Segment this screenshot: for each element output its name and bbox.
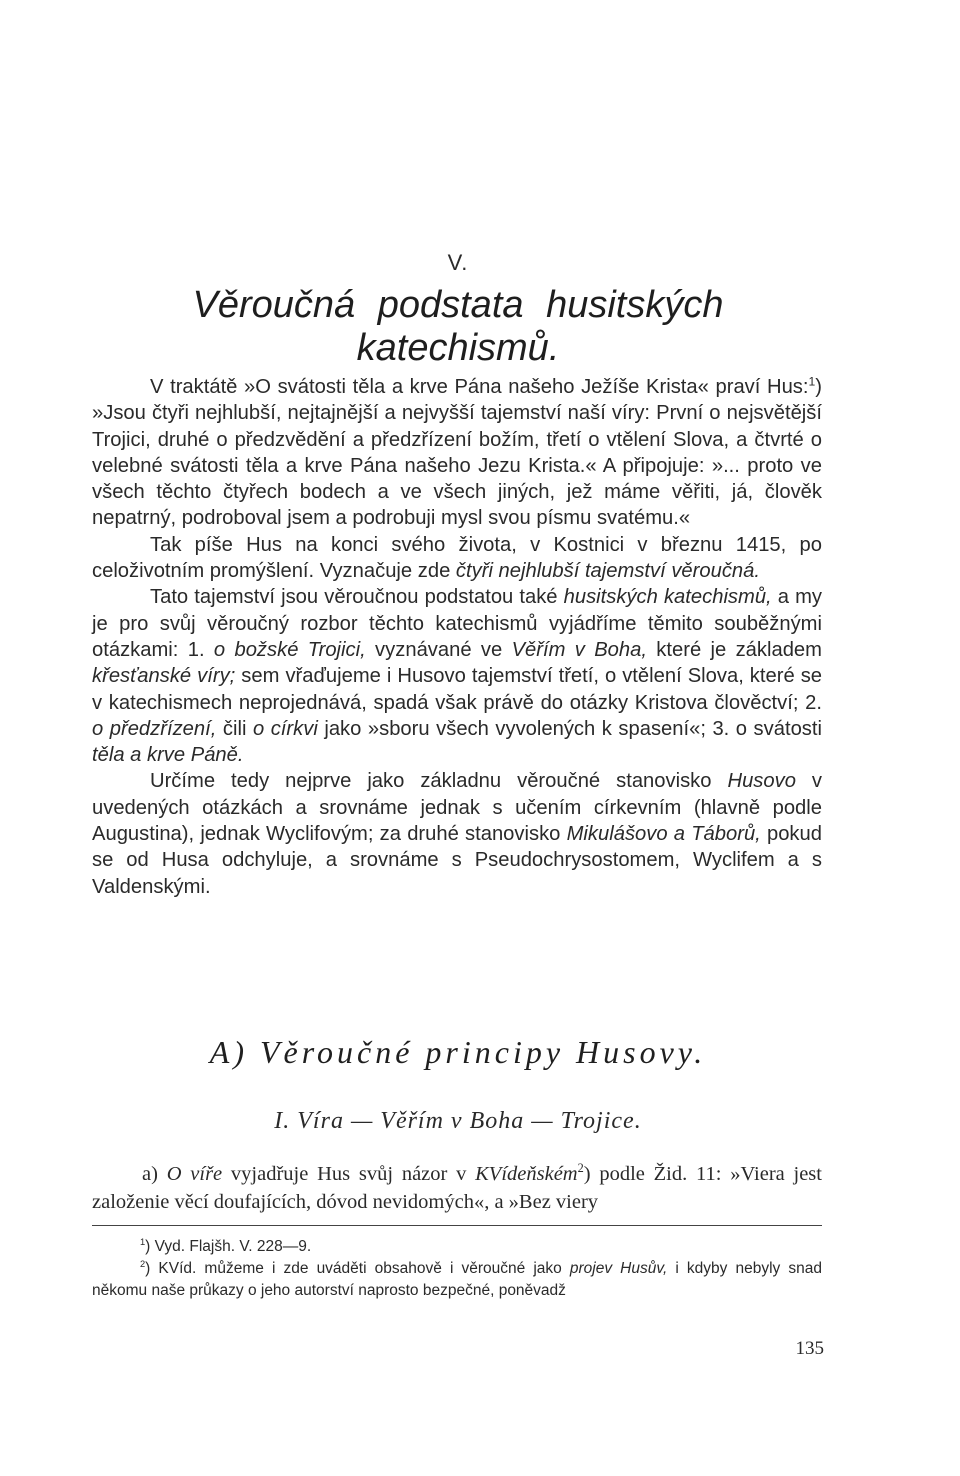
emphasis: o církvi <box>252 717 318 740</box>
text-run: ) KVíd. můžeme i zde uváděti obsahově i věroučné jako <box>145 1260 570 1277</box>
footnote-divider <box>92 1225 822 1226</box>
text-run: ) Vyd. Flajšh. V. 228—9. <box>145 1238 312 1255</box>
subsection-heading-i: I. Víra — Věřím v Boha — Trojice. <box>274 1108 642 1134</box>
emphasis: KVídeňském <box>475 1163 578 1185</box>
text-run: které je základem <box>646 638 822 661</box>
text-run: sem vřaďujeme i Husovo tajemství třetí, o vtělení Slova, které se v katechismech neprojednává, spadá však právě do otázky Kristova člověctví; 2. <box>92 665 823 714</box>
footnote-marker: 2 <box>577 1161 584 1176</box>
text-run: pokud se od Husa odchyluje, a srovnáme s Pseudochrysostomem, Wyclifem a s Valdenskými. <box>92 823 822 898</box>
emphasis: Věřím v Boha, <box>511 638 647 661</box>
text-run: jako »sboru všech vyvolených k spasení«; 3. o svátosti <box>317 717 822 740</box>
emphasis: projev Husův, <box>569 1260 668 1277</box>
paragraph-2 <box>92 532 822 585</box>
body-text <box>92 374 822 900</box>
text-run: vyznávané ve <box>365 638 512 661</box>
text-run: ) »Jsou čtyři nejhlubší, nejtajnější a nejvyšší tajemství naší víry: První o nejsvětější Trojici, druhé o předzvědění a předzřízení božím, třetí o vtělení Slova, a čtvrté o velebné svátosti těla a krve Pána našeho Jezu Krista.« A připojuje: »... proto ve všech těchto čtyřech bodech a ve všech jiných, jež máme věřiti, já, člověk nepatrný, podroboval jsem a podrobuji mysl svou písmu svatému.« <box>92 376 822 530</box>
paragraph-3 <box>92 584 822 768</box>
emphasis: Husovo <box>727 770 796 793</box>
text-run: a) <box>142 1163 167 1185</box>
emphasis: O víře <box>166 1163 223 1185</box>
text-run: Tak píše Hus na konci svého života, v Kostnici v březnu 1415, po celoživotním promýšlení. Vyznačuje zde <box>92 533 822 583</box>
text-run: V traktátě »O svátosti těla a krve Pána našeho Ježíše Krista« praví Hus: <box>150 376 809 398</box>
footnote-marker: 1 <box>808 374 816 389</box>
paragraph-a-text <box>92 1160 822 1216</box>
section-heading-a: A) Věroučné principy Husovy. <box>209 1034 707 1070</box>
footnote-marker: 1 <box>140 1236 146 1247</box>
emphasis: husitských katechismů, <box>563 586 772 609</box>
page-number: 135 <box>795 1338 824 1359</box>
emphasis: o božské Trojici, <box>213 638 366 661</box>
emphasis: o předzřízení, <box>92 717 217 740</box>
paragraph-4 <box>92 768 822 899</box>
text-run: čili <box>216 717 253 740</box>
footnote-1 <box>92 1236 822 1258</box>
footnotes <box>92 1236 822 1302</box>
emphasis: křesťanské víry; <box>92 665 236 688</box>
footnote-marker: 2 <box>140 1258 146 1269</box>
emphasis: těla a krve Páně. <box>92 744 244 767</box>
text-run: ) podle Žid. 11: »Viera jest založenie věcí doufajících, dóvod nevidomých«, a »Bez viery <box>92 1163 822 1213</box>
emphasis: čtyři nejhlubší tajemství věroučná. <box>455 560 760 583</box>
footnote-2 <box>92 1258 822 1302</box>
text-run: Určíme tedy nejprve jako základnu věroučné stanovisko <box>150 770 728 793</box>
text-run: i kdyby nebyly snad někomu naše průkazy o jeho autorství naprosto bezpečné, poněvadž <box>92 1260 822 1299</box>
chapter-numeral: V. <box>447 250 469 275</box>
text-run: a my je pro svůj věroučný rozbor těchto katechismů vyjádříme těmito souběžnými otázkami: 1. <box>92 586 822 661</box>
emphasis: Mikulášovo a Táborů, <box>566 823 761 846</box>
chapter-title: Věroučná podstata husitských katechismů. <box>192 284 724 369</box>
book-page <box>92 0 824 1476</box>
paragraph-1 <box>92 374 822 532</box>
text-run: vyjadřuje Hus svůj názor v <box>222 1163 476 1185</box>
text-run: v uvedených otázkách a srovnáme jednak s učením církevním (hlavně podle Augustina), jednak Wyclifovým; za druhé stanovisko <box>92 770 823 846</box>
text-run: Tato tajemství jsou věroučnou podstatou také <box>150 586 564 609</box>
paragraph-a <box>92 1160 822 1216</box>
